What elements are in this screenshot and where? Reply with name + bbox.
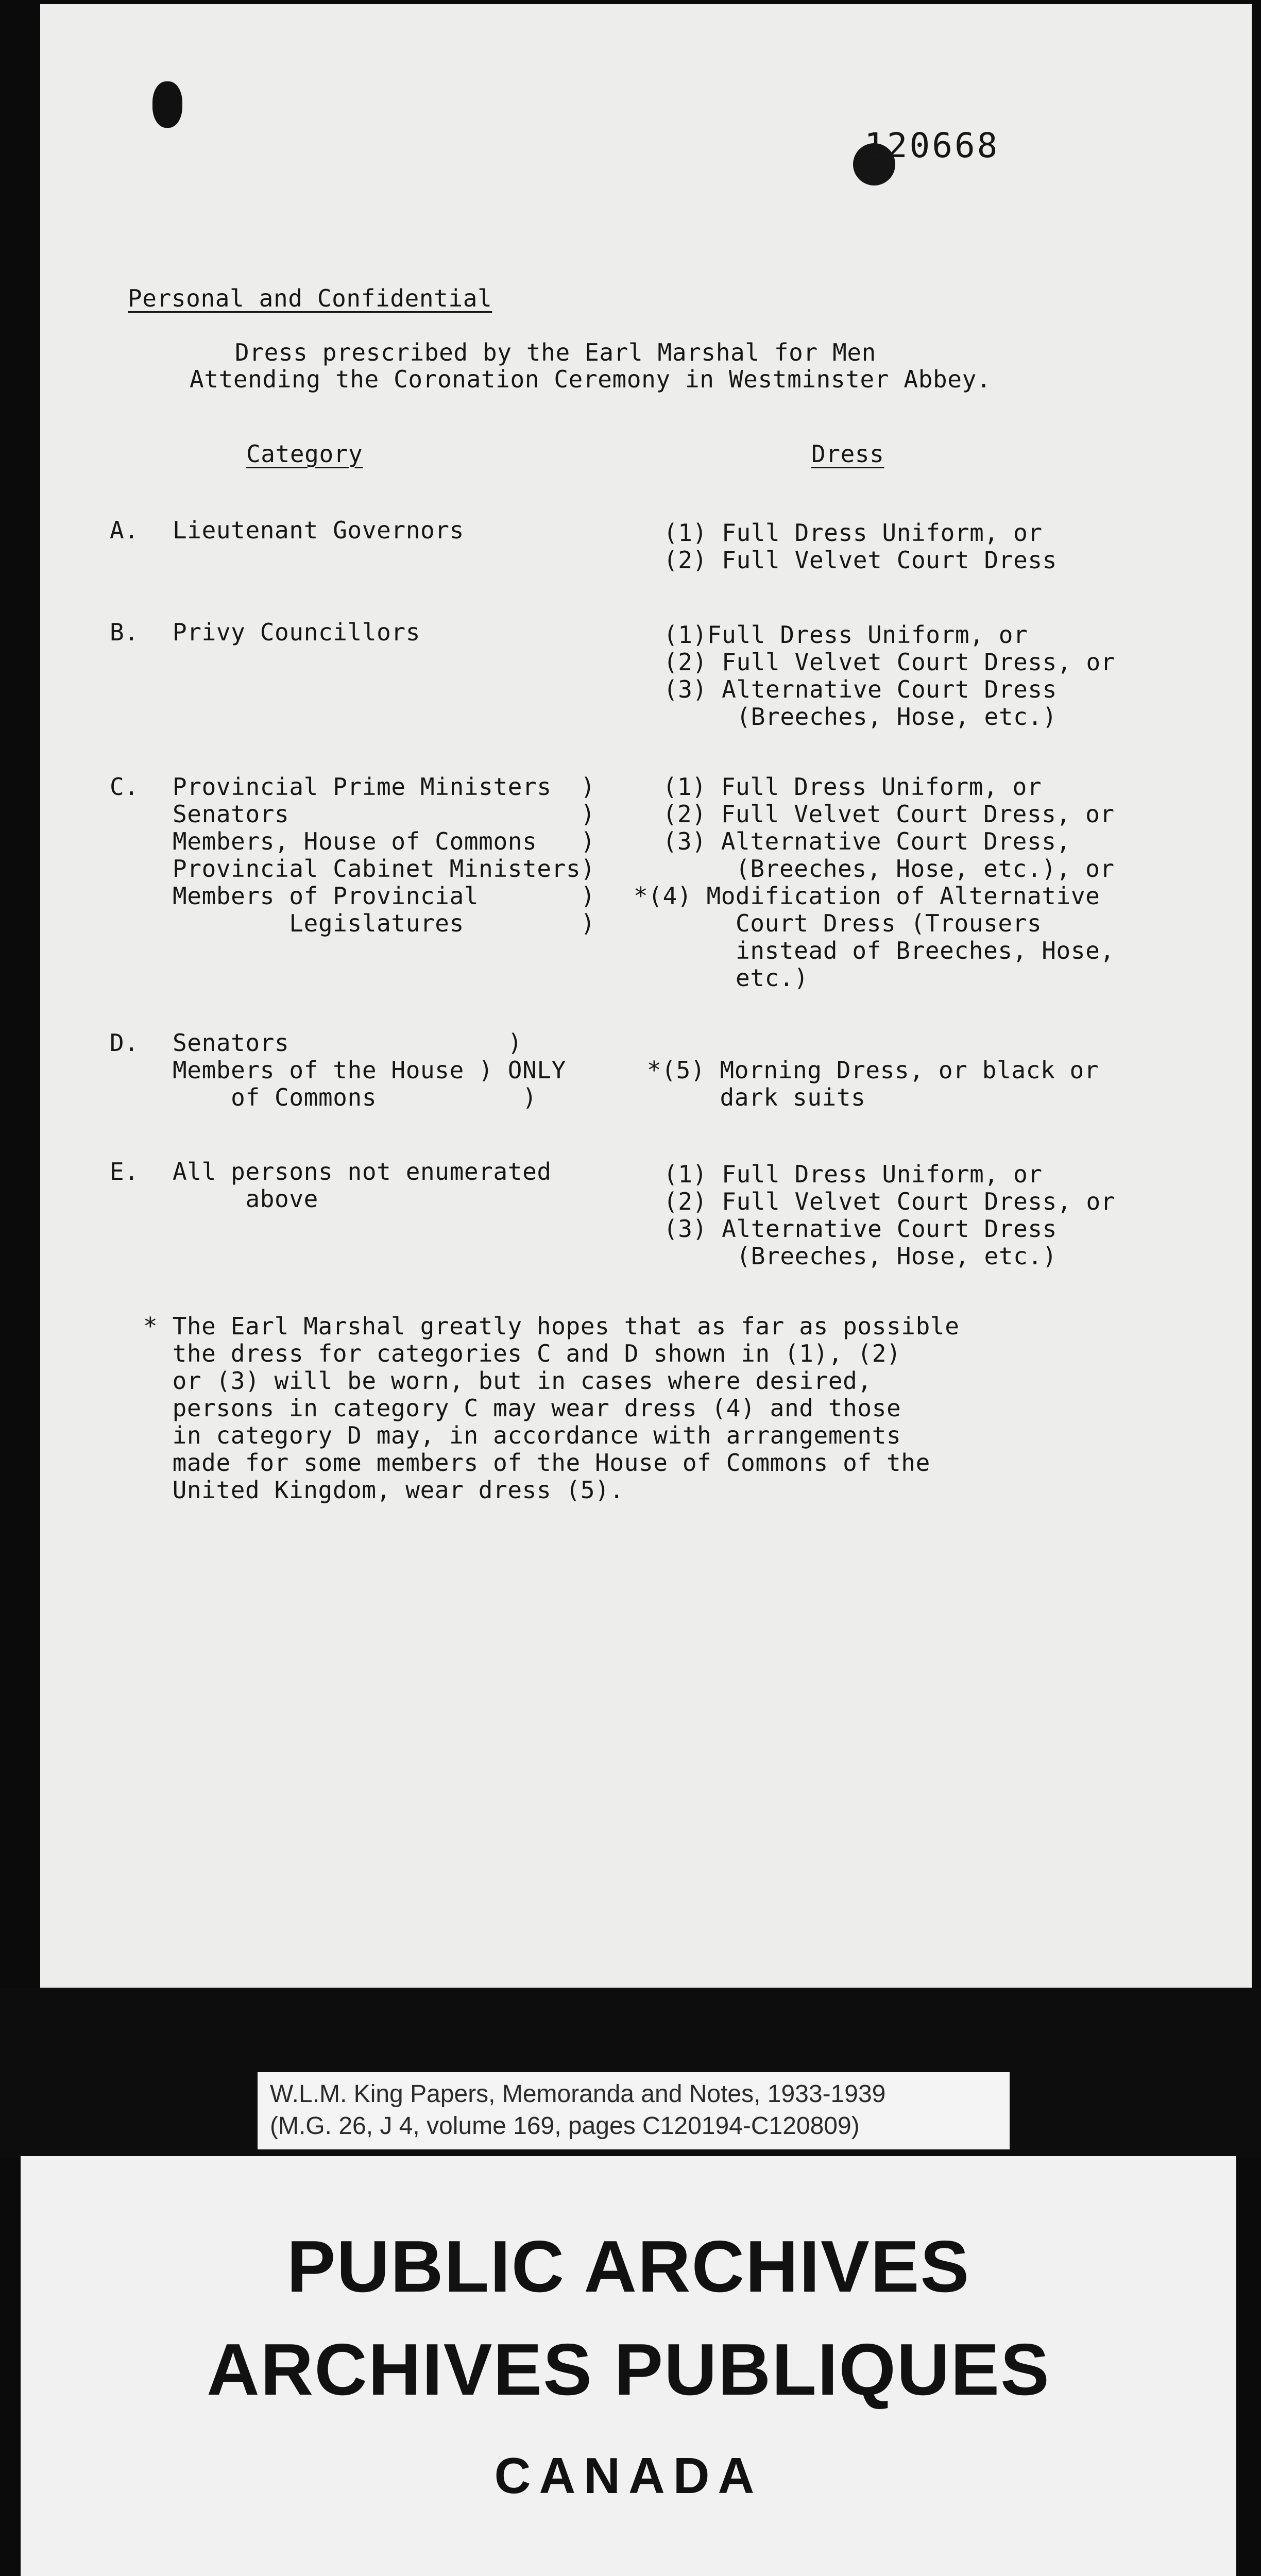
footnote-line-5: in category D may, in accordance with arrangements xyxy=(143,1421,901,1449)
section-e-dress-1: (1) Full Dress Uniform, or xyxy=(663,1160,1043,1188)
section-d-category-3: of Commons ) xyxy=(173,1083,537,1111)
section-c-dress-6: Court Dress (Trousers xyxy=(634,909,1042,937)
section-a-category: Lieutenant Governors xyxy=(173,516,464,544)
footnote-line-3: or (3) will be worn, but in cases where desired, xyxy=(143,1367,872,1395)
section-e-dress-2: (2) Full Velvet Court Dress, or xyxy=(663,1188,1116,1215)
section-d-category-2: Members of the House ) ONLY xyxy=(173,1056,566,1084)
reference-number: 120668 xyxy=(864,126,1000,165)
section-c-category-2: Senators ) xyxy=(173,800,595,828)
footnote-line-6: made for some members of the House of Commons of the xyxy=(143,1449,930,1477)
section-e-dress-3: (3) Alternative Court Dress xyxy=(663,1215,1057,1243)
column-header-dress: Dress xyxy=(811,440,884,468)
section-c-dress-5: *(4) Modification of Alternative xyxy=(634,882,1100,910)
section-d-dress-2: dark suits xyxy=(647,1083,866,1111)
archives-line-2: ARCHIVES PUBLIQUES xyxy=(207,2329,1050,2411)
section-b-dress-2: (2) Full Velvet Court Dress, or xyxy=(663,648,1116,676)
punch-hole-mark xyxy=(152,81,182,128)
section-a-dress-2: (2) Full Velvet Court Dress xyxy=(663,546,1057,574)
section-b-category: Privy Councillors xyxy=(173,618,421,646)
archives-line-3: CANADA xyxy=(494,2447,763,2504)
subtitle-line-2: Attending the Coronation Ceremony in Westminster Abbey. xyxy=(190,365,992,393)
section-c-dress-7: instead of Breeches, Hose, xyxy=(634,937,1115,964)
heading: Personal and Confidential xyxy=(128,284,492,312)
section-a-dress-1: (1) Full Dress Uniform, or xyxy=(663,519,1043,547)
section-e-category-1: All persons not enumerated xyxy=(173,1158,552,1185)
citation-label xyxy=(258,2072,1010,2149)
section-b-dress-4: (Breeches, Hose, etc.) xyxy=(663,703,1057,731)
section-d-letter: D. xyxy=(110,1029,139,1057)
archives-line-1: PUBLIC ARCHIVES xyxy=(286,2226,970,2308)
section-c-dress-1: (1) Full Dress Uniform, or xyxy=(634,773,1042,801)
section-c-category-4: Provincial Cabinet Ministers) xyxy=(173,855,595,883)
section-c-category-6: Legislatures ) xyxy=(173,909,595,937)
section-b-dress-1: (1)Full Dress Uniform, or xyxy=(663,621,1028,649)
section-b-letter: B. xyxy=(110,618,139,646)
footnote-line-4: persons in category C may wear dress (4) and those xyxy=(143,1394,901,1422)
section-b-dress-3: (3) Alternative Court Dress xyxy=(663,675,1057,703)
column-header-category: Category xyxy=(246,440,363,468)
section-e-dress-4: (Breeches, Hose, etc.) xyxy=(663,1242,1057,1270)
section-c-category-1: Provincial Prime Ministers ) xyxy=(173,773,595,801)
section-c-dress-4: (Breeches, Hose, etc.), or xyxy=(634,855,1115,883)
section-c-letter: C. xyxy=(110,773,139,801)
citation-line-1: W.L.M. King Papers, Memoranda and Notes, 1933-1939 xyxy=(270,2080,886,2108)
section-e-letter: E. xyxy=(110,1158,139,1185)
footnote-line-2: the dress for categories C and D shown in (1), (2) xyxy=(143,1340,901,1367)
archives-banner xyxy=(21,2156,1236,2576)
footnote-line-1: * The Earl Marshal greatly hopes that as far as possible xyxy=(143,1312,960,1340)
section-d-category-1: Senators ) xyxy=(173,1029,523,1057)
citation-line-2: (M.G. 26, J 4, volume 169, pages C120194-C120809) xyxy=(270,2112,860,2140)
section-c-category-5: Members of Provincial ) xyxy=(173,882,595,910)
section-e-category-2: above xyxy=(173,1185,318,1213)
section-c-category-3: Members, House of Commons ) xyxy=(173,827,595,855)
subtitle-line-1: Dress prescribed by the Earl Marshal for Men xyxy=(235,338,876,366)
section-c-dress-2: (2) Full Velvet Court Dress, or xyxy=(634,800,1115,828)
document-page xyxy=(40,4,1252,1988)
section-c-dress-8: etc.) xyxy=(634,964,809,992)
footnote-line-7: United Kingdom, wear dress (5). xyxy=(143,1476,624,1504)
section-c-dress-3: (3) Alternative Court Dress, xyxy=(634,827,1071,855)
section-d-dress-1: *(5) Morning Dress, or black or xyxy=(647,1056,1099,1084)
section-a-letter: A. xyxy=(110,516,139,544)
